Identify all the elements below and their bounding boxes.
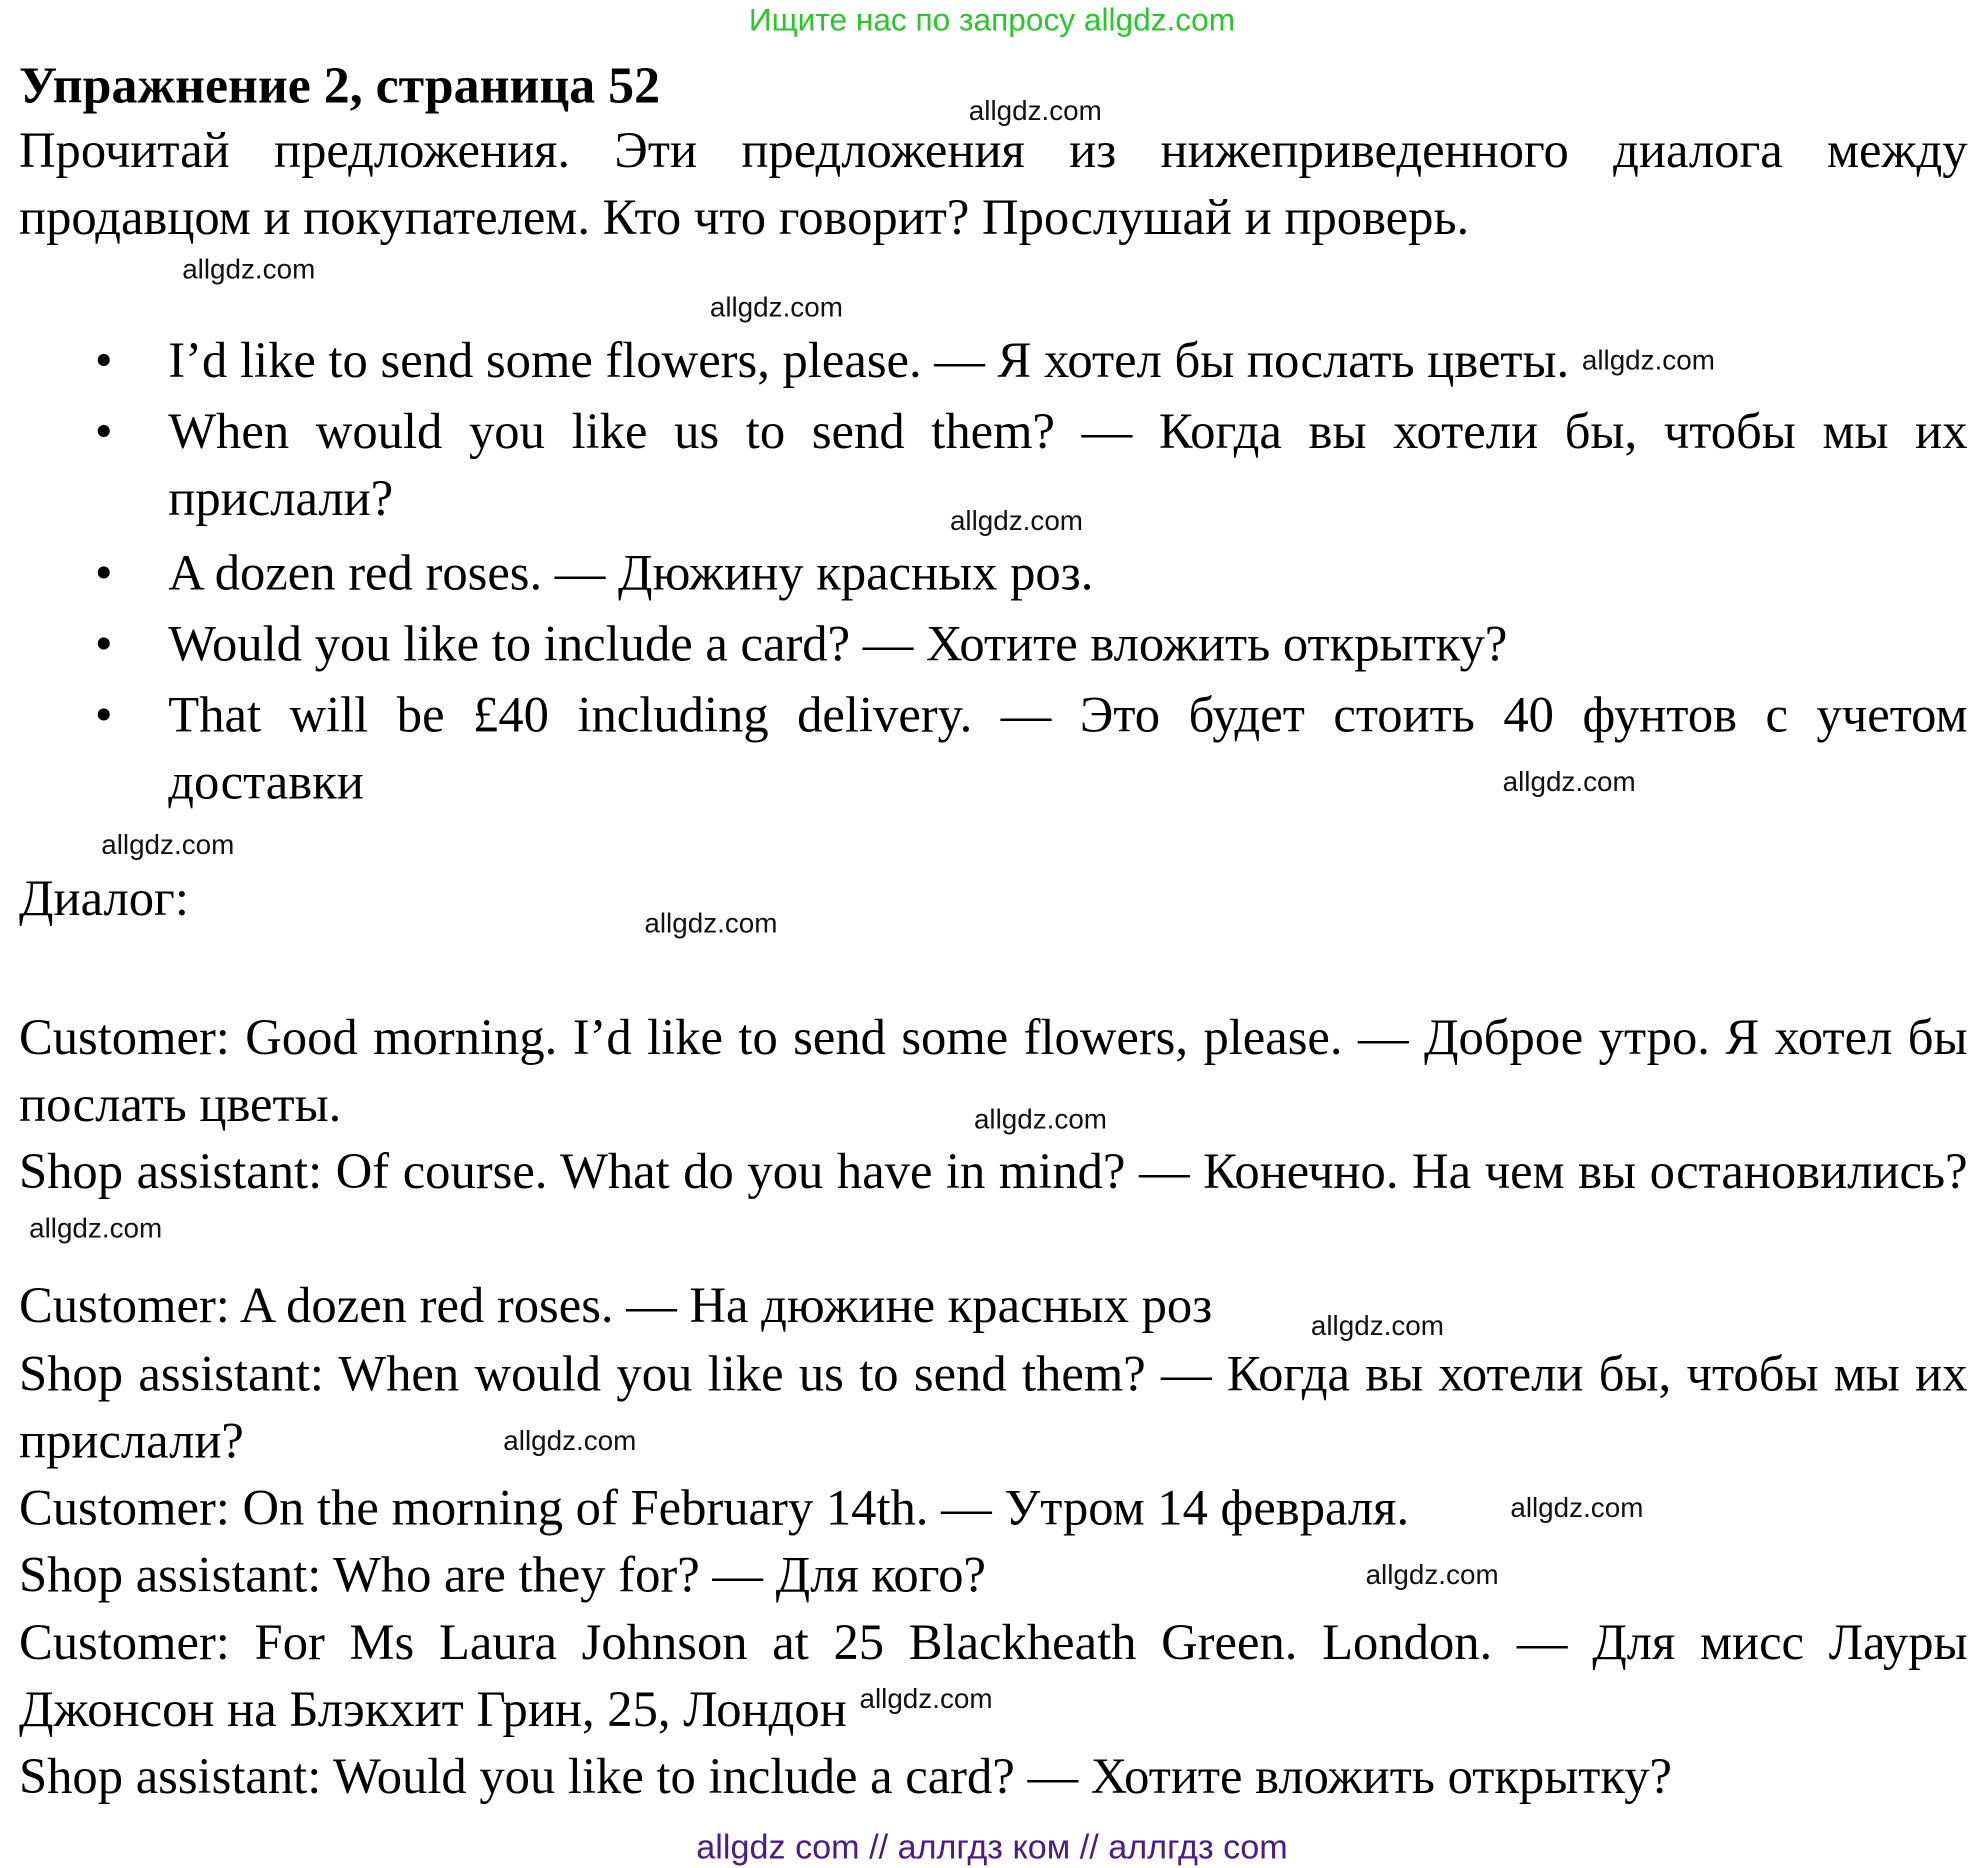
- watermark: allgdz.com: [101, 828, 235, 861]
- dialog-line: [19, 1272, 1968, 1340]
- list-item-text: Would you like to include a card? — Хотите вложить открытку?: [168, 614, 1508, 672]
- dialog-line: [19, 1340, 1968, 1474]
- intro-text: Прочитай предложения. Эти предложения из нижеприведенного диалога между продавцом и покупателем. Кто что говорит? Прослушай и проверь.: [18, 121, 1968, 246]
- dialog-line-text: Customer: On the morning of February 14th. — Утром 14 февраля.: [18, 1479, 1410, 1537]
- watermark: allgdz.com: [1502, 765, 1636, 798]
- footer-links[interactable]: allgdz com // аллгдз ком // аллгдз com: [696, 1828, 1288, 1867]
- watermark-gap: [19, 819, 1968, 865]
- intro-paragraph: [19, 116, 1968, 250]
- watermark: allgdz.com: [503, 1424, 637, 1457]
- dialog-line: [19, 1003, 1968, 1137]
- list-item-text: I’d like to send some flowers, please. — Я хотел бы послать цветы.: [168, 331, 1570, 389]
- watermark: allgdz.com: [1310, 1309, 1444, 1342]
- watermark: allgdz.com: [1510, 1491, 1644, 1524]
- watermark: allgdz.com: [182, 253, 316, 285]
- sentence-list: [19, 326, 1968, 814]
- dialog-line: [19, 1138, 1968, 1272]
- exercise-title: Упражнение 2, страница 52: [18, 55, 661, 114]
- dialog-line: [19, 1541, 1968, 1608]
- dialog-line: [19, 1742, 1968, 1809]
- top-banner[interactable]: Ищите нас по запросу allgdz.com: [748, 2, 1236, 38]
- dialog-line-text: Shop assistant: Of course. What do you have in mind? — Конечно. На чем вы остановились?: [18, 1142, 1968, 1200]
- dialog-line-text: Shop assistant: Would you like to include a card? — Хотите вложить открытку?: [18, 1747, 1673, 1805]
- dialog-heading-row: [19, 864, 1968, 937]
- watermark-gap: [19, 251, 1968, 327]
- list-item-text: A dozen red roses. — Дюжину красных роз.: [168, 544, 1094, 602]
- list-item: [168, 397, 1967, 535]
- list-item-text: When would you like us to send them? — Когда вы хотели бы, чтобы мы их прислали?: [168, 402, 1968, 527]
- watermark: allgdz.com: [949, 504, 1083, 537]
- dialog-line-text: Customer: Good morning. I’d like to send some flowers, please. — Доброе утро. Я хотел бы послать цветы.: [18, 1008, 1968, 1133]
- watermark: allgdz.com: [29, 1212, 163, 1244]
- list-item-text: That will be £40 including delivery. — Это будет стоить 40 фунтов с учетом доставки: [168, 685, 1968, 810]
- list-item: [168, 539, 1967, 606]
- dialog-line: [19, 1474, 1968, 1541]
- watermark: allgdz.com: [644, 907, 778, 939]
- dialog-heading: Диалог:: [18, 869, 189, 927]
- list-item: [168, 610, 1967, 677]
- title-row: [18, 53, 1984, 127]
- watermark: allgdz.com: [1581, 344, 1715, 376]
- list-item: [168, 681, 1967, 815]
- watermark: allgdz.com: [859, 1682, 993, 1715]
- dialog-line-text: Customer: A dozen red roses. — На дюжине красных роз: [18, 1276, 1213, 1334]
- dialog: [19, 1003, 1968, 1809]
- spacer: [0, 938, 1984, 1004]
- watermark: allgdz.com: [709, 291, 843, 323]
- watermark: allgdz.com: [1365, 1558, 1499, 1591]
- list-item: [168, 326, 1967, 393]
- watermark: allgdz.com: [968, 94, 1102, 127]
- dialog-line-text: Shop assistant: When would you like us to send them? — Когда вы хотели бы, чтобы мы их прислали?: [18, 1345, 1968, 1470]
- watermark: allgdz.com: [973, 1103, 1107, 1135]
- dialog-line-text: Shop assistant: Who are they for? — Для кого?: [18, 1546, 986, 1604]
- dialog-line-text: Customer: For Ms Laura Johnson at 25 Blackheath Green. London. — Для мисс Лауры Джонсон на Блэкхит Грин, 25, Лондон: [18, 1613, 1968, 1738]
- dialog-line: [19, 1608, 1968, 1742]
